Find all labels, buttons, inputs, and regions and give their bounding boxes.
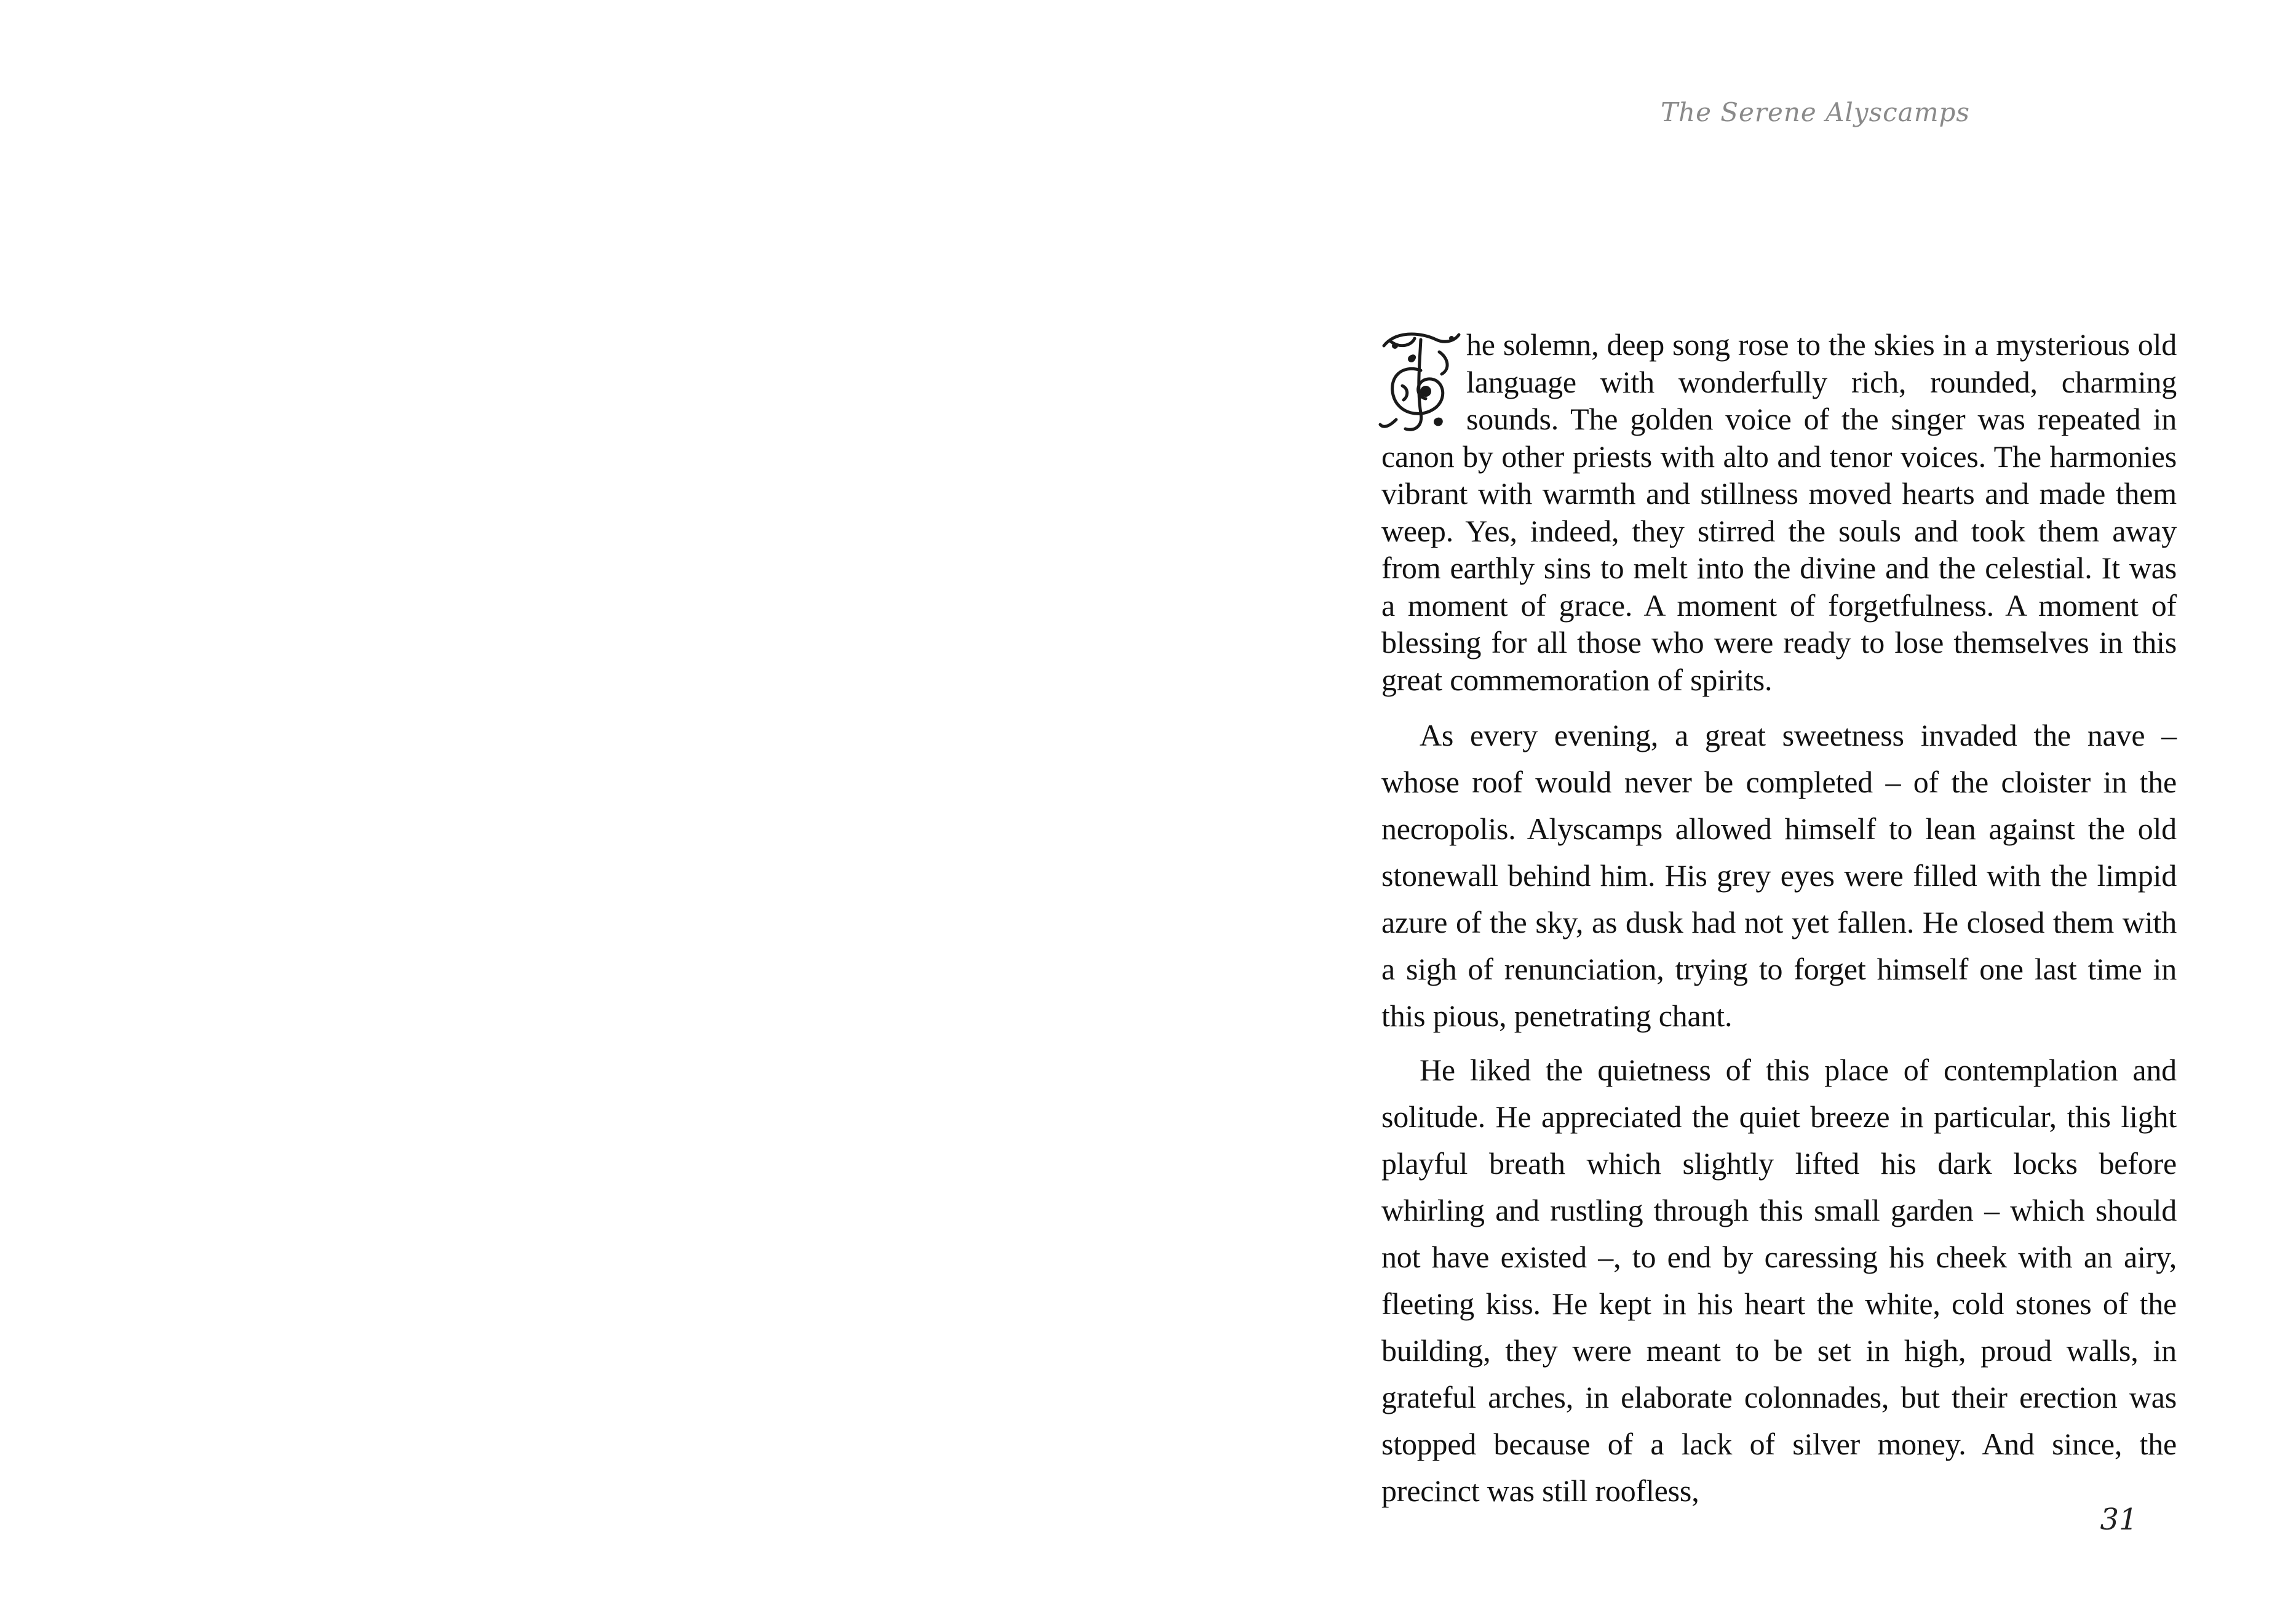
paragraph-3: He liked the quietness of this place of contemplation and solitude. He appreciated the quiet breeze in particular, this light playful breath which slightly lifted his dark locks before whirling and rustling through this small garden – which should not have existed –, to end by caressing his cheek with an airy, fleeting kiss. He kept in his heart the white, cold stones of the building, they were meant to be set in high, proud walls, in grateful arches, in elaborate colonnades, but their erection was stopped because of a lack of silver money. And since, the precinct was still roofless, (1381, 1053, 2177, 1508)
running-head: The Serene Alyscamps (1661, 97, 1970, 127)
paragraph-1-text: he solemn, deep song rose to the skies in a mysterious old language with wonderfully rich, rounded, charming sounds. The golden voice of the singer was repeated in canon by other priests with alto and tenor voices. The harmonies vibrant with warmth and stillness moved hearts and made them weep. Yes, indeed, they stirred the souls and took them away from earthly sins to melt into the divine and the celestial. It was a moment of grace. A moment of forgetfulness. A moment of blessing for all those who were ready to lose themselves in this great commemoration of spirits. (1381, 327, 2177, 697)
body-text (1381, 326, 2177, 1521)
ornamental-drop-cap (1378, 327, 1463, 436)
page-number: 31 (2100, 1502, 2138, 1537)
paragraph-2: As every evening, a great sweetness invaded the nave – whose roof would never be completed – of the cloister in the necropolis. Alyscamps allowed himself to lean against the old stonewall behind him. His grey eyes were filled with the limpid azure of the sky, as dusk had not yet fallen. He closed them with a sigh of renunciation, trying to forget himself one last time in this pious, penetrating chant. (1381, 718, 2177, 1033)
paragraph-1 (1381, 326, 2177, 698)
